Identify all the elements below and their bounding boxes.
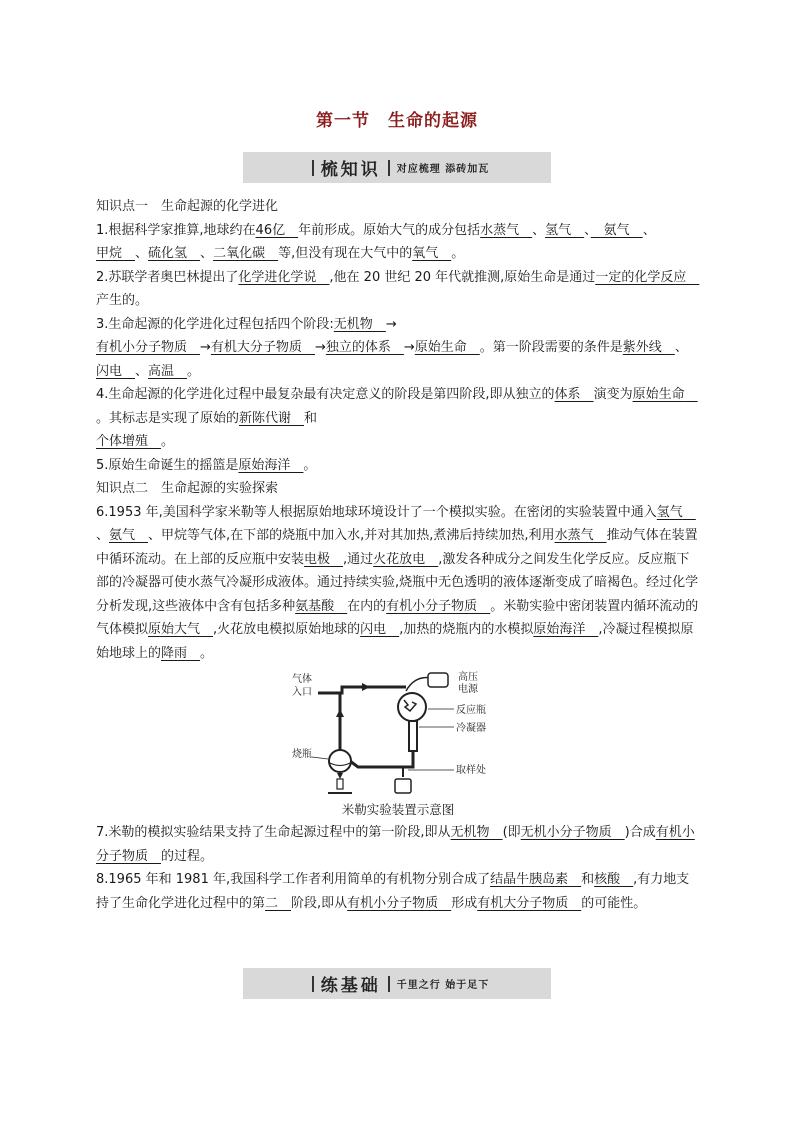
boiling-flask bbox=[329, 750, 351, 772]
answer-blank: 个体增殖 bbox=[96, 434, 162, 449]
answer-blank: 水蒸气 bbox=[480, 222, 533, 238]
question-8: 8.1965 年和 1981 年,我国科学工作者利用简单的有机物分别合成了结晶牛胰岛素 和核酸 ,有力地支持了生命化学进化过程中的第二 阶段,即从有机小分子物质 形成有机大分子物质 的可能性。 bbox=[96, 872, 690, 911]
flame-icon bbox=[337, 773, 343, 779]
answer-blank: 紫外线 bbox=[622, 340, 675, 355]
question-1: 1.根据科学家推算,地球约在46亿 年前形成。原始大气的成分包括水蒸气 、氢气 、 氨气 、 甲烷 、硫化氢 、二氧化碳 等,但没有现在大气中的氧气 。 bbox=[96, 222, 656, 261]
banner-sub-text: 千里之行 始于足下 bbox=[396, 980, 490, 991]
answer-blank: 化学进化学说 bbox=[238, 269, 330, 285]
label-gas-inlet-1: 气体 bbox=[292, 674, 312, 685]
label-gas-inlet-2: 入口 bbox=[292, 687, 312, 698]
question-6: 6.1953 年,美国科学家米勒等人根据原始地球环境设计了一个模拟实验。在密闭的实验装置中通入氢气 、氨气 、甲烷等气体,在下部的烧瓶中加入水,并对其加热,煮沸后持续加热,利用水蒸气 推动气体在装置中循环流动。在上部的反应瓶中安装电极 ,通过火花放电 ,激发各种成分之间发生化学反应。反应瓶下部的冷凝器可使水蒸气冷凝形成液体。通过持续实验,烧瓶中无色透明的液体逐渐变成了暗褐色。经过化学分析发现,这些液体中含有包括多种氨基酸 在内的有机小分子物质 。米勒实验中密闭装置内循环流动的气体模拟原始大气 ,火花放电模拟原始地球的闪电 ,加热的烧瓶内的水模拟原始海洋 ,冷凝过程模拟原始地球上的降雨 。 bbox=[96, 504, 699, 661]
miller-apparatus-diagram bbox=[288, 669, 508, 799]
miller-apparatus-figure bbox=[288, 669, 508, 799]
answer-blank: 原始生命 bbox=[632, 387, 698, 402]
label-reaction-flask: 反应瓶 bbox=[456, 705, 486, 716]
answer-blank: 氧气 bbox=[412, 246, 452, 261]
answer-blank: 原始海洋 bbox=[533, 622, 599, 637]
answer-blank: 二 bbox=[265, 895, 292, 911]
leader-line bbox=[312, 757, 328, 759]
answer-blank: 有机大分子物质 bbox=[210, 340, 315, 355]
answer-blank: 硫化氢 bbox=[148, 246, 201, 261]
answer-blank: 结晶牛胰岛素 bbox=[490, 872, 582, 887]
answer-blank: 氨气 bbox=[109, 528, 149, 543]
answer-blank: 原始生命 bbox=[414, 340, 480, 355]
answer-blank: 无机物 bbox=[450, 825, 503, 840]
answer-blank: 氢气 bbox=[656, 504, 696, 520]
answer-blank: 46亿 bbox=[255, 222, 299, 238]
answer-blank: 无机小分子物质 bbox=[520, 825, 625, 840]
flow-arrow-icon bbox=[362, 683, 370, 691]
banner-bar bbox=[312, 160, 314, 176]
banner-bar bbox=[312, 976, 314, 992]
knowledge-point-2: 知识点二 生命起源的实验探索 bbox=[96, 481, 279, 496]
answer-blank: 有机大分子物质 bbox=[477, 895, 582, 911]
answer-blank: 独立的体系 bbox=[325, 340, 404, 355]
answer-blank: 电极 bbox=[304, 551, 344, 567]
answer-blank: 原始海洋 bbox=[238, 457, 304, 473]
answer-blank: 氨基酸 bbox=[295, 598, 348, 614]
banner-sub-text: 对应梳理 添砖加瓦 bbox=[396, 164, 490, 175]
answer-blank: 新陈代谢 bbox=[239, 410, 305, 426]
question-7: 7.米勒的模拟实验结果支持了生命起源过程中的第一阶段,即从无机物 (即无机小分子物质 )合成有机小分子物质 的过程。 bbox=[96, 825, 695, 864]
question-3: 3.生命起源的化学进化过程包括四个阶段:无机物 → 有机小分子物质 →有机大分子物质 →独立的体系 →原始生命 。第一阶段需要的条件是紫外线 、闪电 、高温 。 bbox=[96, 316, 688, 379]
answer-blank: 闪电 bbox=[96, 363, 136, 379]
bottom-tube bbox=[350, 751, 413, 767]
answer-blank: 有机小分子物质 bbox=[347, 895, 452, 911]
question-2: 2.苏联学者奥巴林提出了化学进化学说 ,他在 20 世纪 20 年代就推测,原始生命是通过一定的化学反应 产生的。 bbox=[96, 269, 700, 308]
arrow: → bbox=[385, 316, 397, 332]
answer-blank: 降雨 bbox=[161, 645, 201, 661]
answer-blank: 高温 bbox=[148, 363, 188, 379]
answer-blank: 二氧化碳 bbox=[213, 246, 279, 261]
condenser bbox=[409, 721, 417, 751]
answer-blank: 有机小分子物质 bbox=[96, 340, 201, 355]
figure-caption: 米勒实验装置示意图 bbox=[341, 802, 455, 817]
inlet-tube bbox=[318, 687, 393, 693]
knowledge-point-1: 知识点一 生命起源的化学进化 bbox=[96, 199, 279, 214]
answer-blank: 甲烷 bbox=[96, 246, 136, 261]
power-source-box bbox=[428, 673, 448, 687]
arrow: → bbox=[200, 340, 211, 355]
answer-blank: 原始大气 bbox=[148, 622, 214, 637]
arrow: → bbox=[314, 340, 326, 355]
label-hv-2: 电源 bbox=[458, 684, 478, 695]
flow-arrow-icon bbox=[336, 709, 344, 717]
banner-bar bbox=[388, 976, 390, 992]
sampling-cup bbox=[395, 779, 411, 793]
answer-blank: 闪电 bbox=[360, 622, 400, 637]
answer-blank: 体系 bbox=[554, 387, 594, 402]
burner bbox=[337, 779, 343, 789]
answer-blank: 核酸 bbox=[594, 872, 634, 887]
content bbox=[96, 195, 700, 915]
question-5: 5.原始生命诞生的摇篮是原始海洋 。 bbox=[96, 457, 317, 473]
label-boiling-flask: 烧瓶 bbox=[292, 749, 312, 760]
answer-blank: 无机物 bbox=[333, 316, 386, 332]
answer-blank: 有机小分子物质 bbox=[96, 825, 695, 864]
label-condenser: 冷凝器 bbox=[456, 723, 486, 734]
label-hv-1: 高压 bbox=[458, 672, 478, 683]
banner-knowledge bbox=[243, 152, 551, 183]
banner-main-text: 梳知识 bbox=[320, 160, 381, 180]
banner-bar bbox=[388, 160, 390, 176]
answer-blank: 氨气 bbox=[590, 222, 643, 238]
reaction-flask bbox=[398, 693, 426, 721]
arrow: → bbox=[403, 340, 415, 355]
answer-blank: 一定的化学反应 bbox=[595, 269, 700, 285]
label-sampling: 取样处 bbox=[456, 765, 486, 776]
answer-blank: 火花放电 bbox=[373, 551, 439, 567]
answer-blank: 氢气 bbox=[545, 222, 585, 238]
answer-blank: 水蒸气 bbox=[554, 528, 607, 543]
banner-practice bbox=[243, 968, 551, 999]
banner-main-text: 练基础 bbox=[320, 976, 381, 996]
question-4: 4.生命起源的化学进化过程中最复杂最有决定意义的阶段是第四阶段,即从独立的体系 演变为原始生命 。其标志是实现了原始的新陈代谢 和 个体增殖 。 bbox=[96, 387, 698, 449]
section-title: 第一节 生命的起源 bbox=[316, 111, 478, 131]
answer-blank: 有机小分子物质 bbox=[386, 598, 491, 614]
